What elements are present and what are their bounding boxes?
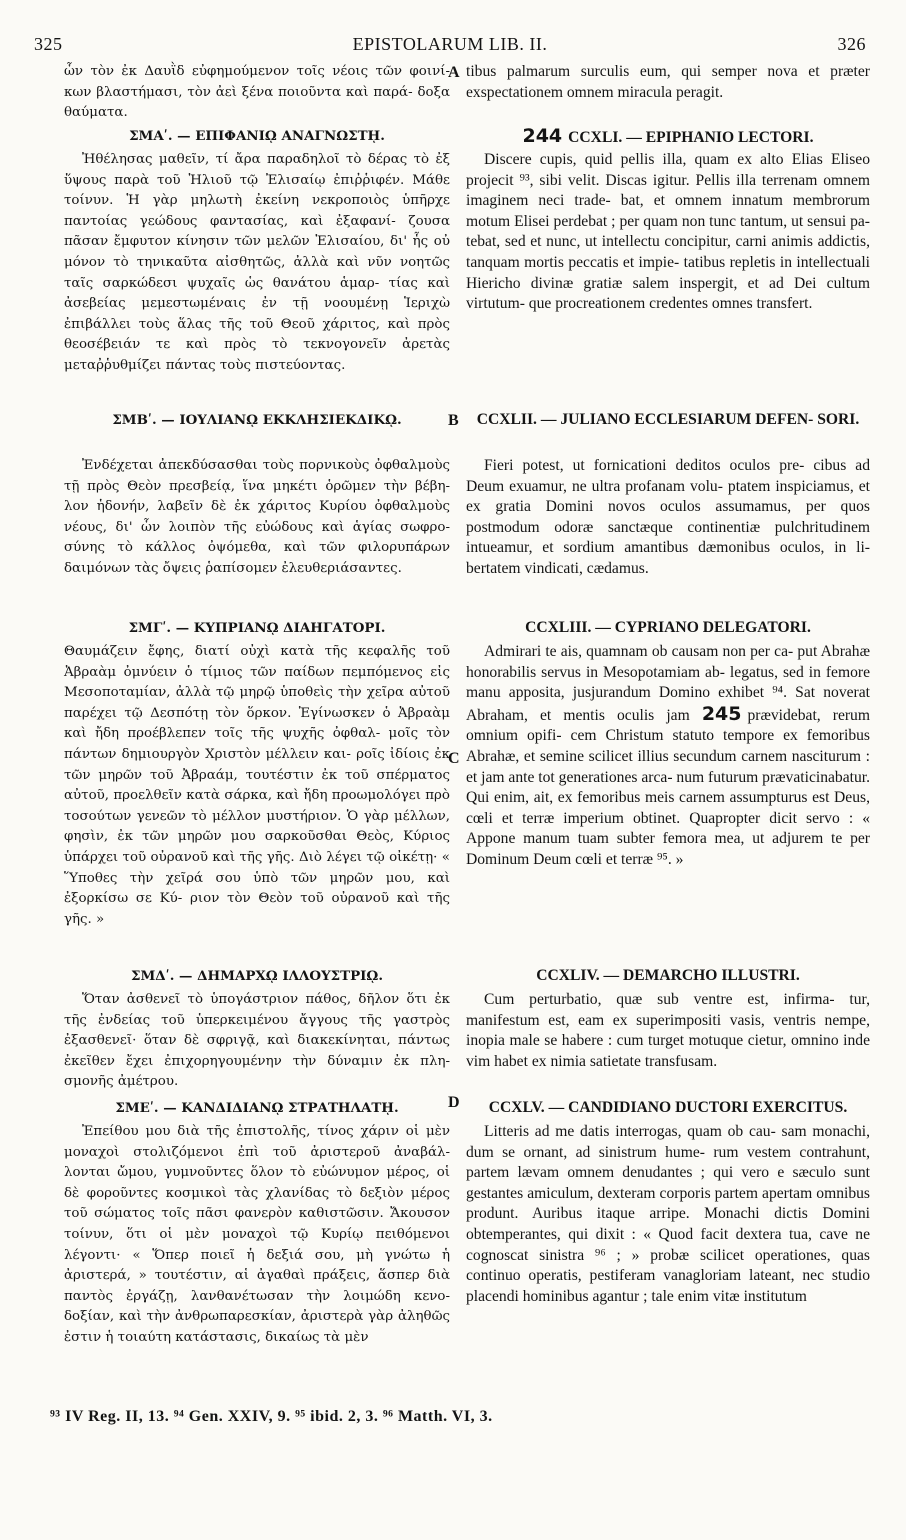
latin-heading-243: CCXLIII. — CYPRIANO DELEGATORI.: [525, 619, 811, 636]
latin-letter-243-part-b: prævidebat, rerum omnium opifi- cem Christum statuto tempore ex femoribus Abrahæ, et semine scilicet illius secundum carnem nasciturum : et jam ante tot generationes arca- num futurum prævaticinabatur. Qui enim, ait, ex femoribus meis carnem assumpturus est Deus, cœli et terræ imperium obtinet. Quapropter dicit servo : « Appone manum tuam subter femora mea, ut adjurem te per Dominum Deum cœli et terræ ⁹⁵. »: [466, 706, 870, 868]
running-title: EPISTOLARUM LIB. II.: [352, 34, 548, 54]
page-number-right: 326: [837, 34, 866, 54]
latin-letter-244: Cum perturbatio, quæ sub ventre est, infirma- tur, manifestum est, eam ex superimpositi vasis, ventris nempe, inopia male se habere : cum turget motuque cietur, omnino inde vim habet ex nimia satietate transfusam.: [466, 991, 870, 1070]
greek-heading-244: ΣΜΔʹ. — ΔΗΜΑΡΧῼ ΙΛΛΟΥΣΤΡΙῼ.: [130, 968, 383, 984]
greek-heading-245: ΣΜΕʹ. — ΚΑΝΔΙΔΙΑΝῼ ΣΤΡΑΤΗΛΑΤῌ.: [115, 1100, 399, 1116]
latin-heading-245: CCXLV. — CANDIDIANO DUCTORI EXERCITUS.: [488, 1099, 848, 1116]
greek-letter-242: Ἐνδέχεται ἀπεκδύσασθαι τοὺς πορνικοὺς ὀφθαλμοὺς τῇ πρὸς Θεὸν πρεσβείᾳ, ἵνα μηκέτι ὁρῶμεν τὴν βέβη- λον ἡδονήν, λαβεῖν δὲ ἐκ χάριτος Κυρίου ὀφθαλμοὺς νέους, δι' ὧν λοιπὸν τῆς εὐώδους καὶ ἁγίας σωφρο- σύνης τὸ κάλλος ὀψόμεθα, καὶ τῶν φιλορυπάρων δαιμόνων τὰς ὄψεις ῥαπίσομεν ἐλευθεριάσαντες.: [64, 458, 450, 576]
latin-letter-243: [466, 642, 870, 871]
greek-heading-242: ΣΜΒʹ. — ΙΟΥΛΙΑΝῼ ΕΚΚΛΗΣΙΕΚΔΙΚῼ.: [112, 412, 402, 428]
greek-letter-243: Θαυμάζειν ἔφης, διατί οὐχὶ κατὰ τῆς κεφαλῆς τοῦ Ἀβραὰμ ὀμνύειν ὁ τίμιος τῶν παίδων πεμπόμενος εἰς Μεσοποταμίαν, ἀλλὰ τῷ μηρῷ ὑποθεὶς τὴν χεῖρα αὐτοῦ παρέχει τῷ Δεσπότῃ τὸν ὅρκον. Ἐγίνωσκεν ὁ Ἀβραὰμ καὶ ἤδη προέβλεπεν τοῖς τῆς ψυχῆς ὀφθαλ- μοῖς τὸν πάντων δημιουργὸν Χριστὸν μέλλειν και- ροῖς ἰδίοις ἐκ τῶν μηρῶν τοῦ Ἀβραάμ, τουτέστιν ἐκ τοῦ σπέρματος αὐτοῦ, προελθεῖν κατὰ σάρκα, καὶ ἤδη προωμολόγει πρὸ τοσούτων γενεῶν τὸ μέλλον μυστήριον. Ὁ γὰρ μέλλων, φησὶν, ἐκ τῶν μηρῶν μου σαρκοῦσθαι Θεὸς, Κύριος ὑπάρχει τοῦ οὐρανοῦ καὶ τῆς γῆς. Διὸ λέγει τῷ οἰκέτῃ· « Ὕποθες τὴν χεῖρά σου ὑπὸ τῶν μηρῶν μου, καὶ ἐξορκίσω σε Κύ- ριον τὸν Θεὸν τοῦ οὐρανοῦ καὶ τῆς γῆς. »: [64, 644, 450, 927]
running-header: [34, 34, 866, 58]
greek-heading-241: ΣΜΑʹ. — ΕΠΙΦΑΝΙῼ ΑΝΑΓΝΩΣΤῌ.: [129, 128, 385, 144]
greek-letter-241: Ἠθέλησας μαθεῖν, τί ἄρα παραδηλοῖ τὸ δέρας τὸ ἐξ ὕψους παρὰ τοῦ Ἠλιοῦ τῷ Ἐλισαίῳ ἐπιῤῥιφέν. Μάθε τοίνυν. Ἡ γὰρ μηλωτὴ ἐκείνη νεκροποιὸς ὑπῆρχε παντοίας γεώδους φαντασίας, καὶ ἐξαφανί- ζουσα πᾶσαν ἔμφυτον κίνησιν τῶν μελῶν Ἐλισαίου, δι' ἧς οὐ μόνον τὸ τηνικαῦτα αἰσθητῶς, ἀλλὰ καὶ νῦν νοητῶς ταῖς σαρκώδεσι ψυχαῖς ὡς θανάτου ἁμαρ- τίας καὶ ἀσεβείας μεμεστωμέναις ἐν τῇ νοουμένῃ Ἱεριχὼ ἐπιβάλλει τοὺς ἅλας τῆς τοῦ Θεοῦ χάριτος, καὶ πρὸς θεοσέβειάν τε καὶ πρὸς τὸ τεκνογονεῖν ἀρετὰς μεταῤῥυθμίζει πάντας τοὺς πιστεύοντας.: [64, 152, 450, 373]
latin-continuation: tibus palmarum surculis eum, qui semper nova et præter exspectationem omnem miracula peragit.: [466, 63, 870, 101]
bracket-number-245: 245: [701, 702, 742, 725]
greek-continuation: ὧν τὸν ἐκ Δαυῒδ εὐφημούμενον τοῖς νέοις τῶν φοινί- κων βλαστήμασι, τὸν ἀεὶ ξένα ποιοῦντα καὶ παρά- δοξα θαύματα.: [64, 64, 450, 121]
margin-letter-c: C: [448, 750, 460, 767]
footnotes: ⁹³ IV Reg. II, 13. ⁹⁴ Gen. XXIV, 9. ⁹⁵ ibid. 2, 3. ⁹⁶ Matth. VI, 3.: [50, 1408, 493, 1425]
latin-letter-245: Litteris ad me datis interrogas, quam ob cau- sam monachi, dum se ornant, ad sinistrum hume- rum vestem contrahunt, partem lævam omnem denudantes ; qui vero e sæculo sunt gestantes amiculum, dexteram corporis partem apertam omnibus produnt. Auribus itaque arripe. Monachi dictis Domini obtemperantes, qui dixit : « Quod facit dextera tua, cave ne cognoscat sinistra ⁹⁶ ; » probæ scilicet operationes, quas continuo operatis, pestiferam vanagloriam lateant, nec studio placendi hominibus agantur ; tale enim vitæ institutum: [466, 1123, 870, 1305]
latin-heading-244: CCXLIV. — DEMARCHO ILLUSTRI.: [536, 967, 800, 984]
greek-letter-245: Ἐπείθου μου διὰ τῆς ἐπιστολῆς, τίνος χάριν οἱ μὲν μοναχοὶ στολιζόμενοι ἐπὶ τοῦ ἀριστεροῦ ἀναβάλ- λονται ὤμου, γυμνοῦντες ὅλον τὸ εὐώνυμον μέρος, οἱ δὲ φοροῦντες κοσμικοὶ τὰς χλανίδας τὸ δεξιὸν μέρος τοῦ σώματος τοῖς πᾶσι φανερὸν καθιστῶσιν. Ἄκουσον τοίνυν, ὅτι οἱ μὲν μοναχοὶ τῷ Κυρίῳ πειθόμενοι λέγοντι· « Ὅπερ ποιεῖ ἡ δεξιά σου, μὴ γνώτω ἡ ἀριστερά, » τουτέστιν, αἱ ἀγαθαὶ πράξεις, ἅσπερ διὰ παντὸς ἐργάζῃ, λανθανέτωσαν τὴν λοιμώδη κενο- δοξίαν, καὶ τὴν ἀνθρωπαρεσκίαν, ἀριστερὰ γὰρ ἀληθῶς ἐστιν ἡ τοιαύτη κατάστασις, δικαίως τὰ μὲν: [64, 1124, 450, 1345]
latin-heading-241-text: CCXLI. — EPIPHANIO LECTORI.: [568, 129, 814, 146]
latin-heading-241: [466, 126, 870, 149]
latin-heading-242: CCXLII. — JULIANO ECCLESIARUM DEFEN- SORI.: [476, 411, 860, 428]
latin-letter-242: Fieri potest, ut fornicationi deditos oculos pre- cibus ad Deum exuamur, ne ultra profanam volu- ptatem inspiciamus, et ex gratia Domini novos oculos assumamus, per quos postmodum odoræ sanctæque continentiæ pulchritudinem intueamur, et sordium amantibus dæmonibus oculos, in li- bertatem vindicati, cædamus.: [466, 457, 870, 577]
greek-heading-243: ΣΜΓʹ. — ΚΥΠΡΙΑΝῼ ΔΙΑΗΓΑΤΟΡΙ.: [128, 620, 386, 636]
margin-letter-b: B: [448, 412, 459, 429]
margin-letter-a: A: [448, 64, 460, 81]
bracket-number-244: 244: [522, 125, 563, 147]
greek-letter-244: Ὅταν ἀσθενεῖ τὸ ὑπογάστριον πάθος, δῆλον ὅτι ἐκ τῆς ἐνδείας τοῦ ὑπερκειμένου ἄγγους τῆς γαστρὸς ἐξασθενεῖ· ὅταν δὲ σφριγᾷ, καὶ διακεκίνηται, πάντως ἐκεῖθεν ἔχει ἐπιχορηγουμένην τὴν δύναμιν ἐκ πλη- σμονῆς ἀμέτρου.: [64, 992, 450, 1090]
latin-letter-243-part-a: Admirari te ais, quamnam ob causam non per ca- put Abrahæ honorabilis servus in Mesopotamiam ab- legatus, sed in femore manu apposita, jusjurandum Domino exhibet ⁹⁴. Sat noverat Abraham, et mentis oculis jam: [466, 643, 870, 724]
latin-letter-241: Discere cupis, quid pellis illa, quam ex alto Elias Eliseo projecit ⁹³, sibi velit. Discas igitur. Pellis illa terrenam omnem imaginem neci trade- bat, et omnem innatum membrorum motum Elisei perdebat ; per quam non tunc tantum, ut sensui pa- tebat, sed et nunc, ut intellectu concipitur, carni animis addictis, tanquam mortis peccatis et impie- tatibus repletis in intellectuali Hiericho divinæ gratiæ salem inspergit, et ad Dei cultum virtutum- que procreationem credentes omnes transfert.: [466, 151, 870, 313]
margin-letter-d: D: [448, 1094, 460, 1111]
page-number-left: 325: [34, 34, 63, 54]
